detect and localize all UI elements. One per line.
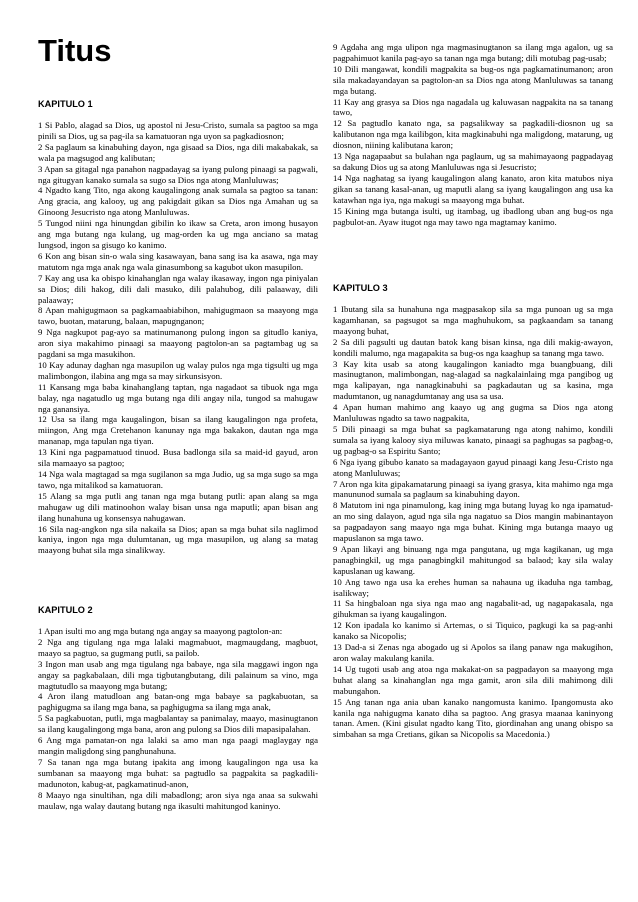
verse: 8 Apan mahigugmaon sa pagkamaabiabihon, mahigugmaon sa maayong mga tawo, buotan, matarung, balaan, mapugnganon; bbox=[38, 305, 318, 327]
verse: 2 Sa dili pagsulti ug dautan batok kang bisan kinsa, nga dili makig-awayon, kondili malumo, nga magapakita sa bug-os nga kaaghup sa tanang mga tawo. bbox=[333, 336, 613, 358]
verse: 4 Ngadto kang Tito, nga akong kaugalingong anak sumala sa pagtoo sa tanan: Ang gracia, ang kalooy, ug ang pakigdait gikan sa Dios nga Amahan ug sa Ginoong Jesucristo nga atong Manluluwas. bbox=[38, 185, 318, 218]
verse: 5 Dili pinaagi sa mga buhat sa pagkamatarung nga atong nahimo, kondili sumala sa iyang kalooy siya miluwas kanato, pinaagi sa paghugas sa pagbag-o, ug pagbag-o sa Espiritu Santo; bbox=[333, 423, 613, 456]
verse-list bbox=[333, 304, 613, 740]
verse: 14 Ug tugoti usab ang atoa nga makakat-on sa pagpadayon sa maayong mga buhat alang sa kinahanglan nga mga gamit, aron sila dili mahimong dili mabungahon. bbox=[333, 663, 613, 696]
verse: 6 Ang mga pamatan-on nga lalaki sa amo man nga paagi maglaygay nga mangin maligdong sing panghunahuna. bbox=[38, 735, 318, 756]
verse: 10 Ang tawo nga usa ka erehes human sa nahauna ug ikaduha nga tambag, isalikway; bbox=[333, 576, 613, 598]
verse: 6 Kon ang bisan sin-o wala sing kasawayan, bana sang isa ka asawa, nga may matutom nga mga anak nga wala ginasumbong sa kagubot ukon masupilon. bbox=[38, 250, 318, 272]
verse: 2 Nga ang tigulang nga mga lalaki magmabuot, magmaugdang, magbuot, maayo sa pagtuo, sa gugmang putli, sa pailob. bbox=[38, 636, 318, 658]
verse-list bbox=[38, 120, 318, 556]
verse: 4 Aron ilang matudloan ang batan-ong mga babaye sa pagkabuotan, sa paghigugma sa ilang mga bana, sa paghigugma sa ilang mga anak, bbox=[38, 691, 318, 713]
chapter-heading: KAPITULO 1 bbox=[38, 99, 93, 109]
verse: 15 Alang sa mga putli ang tanan nga mga butang putli: apan alang sa mga mahugaw ug dili matinoohon walay bisan unsa nga maputli; apan bisan ang ilang hunahuna ug konsensya nahugawan. bbox=[38, 490, 318, 523]
verse: 12 Sa pagtudlo kanato nga, sa pagsalikway sa pagkadili-diosnon ug sa kalibutanon nga mga kailibgon, kita magkinabuhi nga maligdong, matarung, ug diosnon, niining kalibutana karon; bbox=[333, 118, 613, 151]
verse: 10 Dili mangawat, kondili magpakita sa bug-os nga pagkamatinumanon; aron sila makadayandayan sa pagtolon-an sa Dios nga atong Manluluwas sa tanang mga butang. bbox=[333, 63, 613, 96]
verse: 3 Apan sa gitagal nga panahon nagpadayag sa iyang pulong pinaagi sa pagwali, nga gitugyan kanako sumala sa sugo sa Dios nga atong Manluluwas; bbox=[38, 163, 318, 185]
chapter-2 bbox=[38, 604, 318, 811]
verse: 15 Ang tanan nga ania uban kanako nangomusta kanimo. Ipangomusta ako kanila nga nahigugma kanato diha sa pagtoo. Ang grasya maanaa kaninyong tanan. Amen. (Kini gisulat ngadto kang Tito, giordinahan ang unang obispo sa simbahan sa mga Cretians, gikan sa Nicopolis sa Macedonia.) bbox=[333, 696, 613, 740]
verse: 1 Ibutang sila sa hunahuna nga magpasakop sila sa mga punoan ug sa mga kagamhanan, sa pagsugot sa mga maghuhukom, sa pagkaandam sa tanang maayong buhat, bbox=[333, 304, 613, 336]
book-title: Titus bbox=[38, 33, 112, 68]
verse-list bbox=[333, 42, 613, 227]
verse: 7 Aron nga kita gipakamatarung pinaagi sa iyang grasya, kita mahimo nga mga manununod sumala sa paglaum sa kinabuhing dayon. bbox=[333, 478, 613, 500]
verse-list bbox=[38, 626, 318, 811]
chapter-1 bbox=[38, 98, 318, 556]
verse: 12 Usa sa ilang mga kaugalingon, bisan sa ilang kaugalingon nga profeta, miingon, Ang mga Cretehanon kanunay nga mga bakakon, dautan nga mga mananap, mga tapulan nga tiyan. bbox=[38, 414, 318, 447]
verse: 1 Si Pablo, alagad sa Dios, ug apostol ni Jesu-Cristo, sumala sa pagtoo sa mga pinili sa Dios, ug sa pag-ila sa kamatuoran nga uyon sa pagkadiosnon; bbox=[38, 120, 318, 141]
chapter-heading: KAPITULO 2 bbox=[38, 605, 93, 615]
verse: 11 Kay ang grasya sa Dios nga nagadala ug kaluwasan nagpakita na sa tanang tawo, bbox=[333, 96, 613, 118]
chapter-3 bbox=[333, 282, 613, 740]
verse: 8 Maayo nga sinultihan, nga dili mabadlong; aron siya nga anaa sa sukwahi maulaw, nga walay dautang butang nga ikasulti mahitungod kaninyo. bbox=[38, 789, 318, 811]
verse: 16 Sila nag-angkon nga sila nakaila sa Dios; apan sa mga buhat sila naglimod kaniya, ingon nga mga dulumtanan, ug mga masupilon, ug alang sa matag maayong buhat sila mga sinalikway. bbox=[38, 523, 318, 556]
verse: 5 Tungod niini nga hinungdan gibilin ko ikaw sa Creta, aron imong husayon ang mga butang nga kulang, ug mag-orden ka ug mga anciano sa matag lungsod, ingon sa gisugo ko kanimo. bbox=[38, 218, 318, 250]
verse: 4 Apan human mahimo ang kaayo ug ang gugma sa Dios nga atong Manluluwas ngadto sa tawo nagpakita, bbox=[333, 402, 613, 424]
verse: 13 Dad-a si Zenas nga abogado ug si Apolos sa ilang panaw nga makugihon, aron walay makulang kanila. bbox=[333, 642, 613, 663]
verse: 12 Kon ipadala ko kanimo si Artemas, o si Tiquico, pagkugi ka sa pag-anhi kanako sa Nicopolis; bbox=[333, 620, 613, 642]
verse: 13 Kini nga pagpamatuod tinuod. Busa badlonga sila sa maid-id gayud, aron sila mamaayo sa pagtoo; bbox=[38, 447, 318, 469]
verse: 2 Sa paglaum sa kinabuhing dayon, nga gisaad sa Dios, nga dili makabakak, sa wala pa magsugod ang kalibutan; bbox=[38, 141, 318, 163]
verse: 11 Kansang mga baba kinahanglang taptan, nga nagadaot sa tibuok nga mga balay, nga nagatudlo ug mga butang nga dili angay nila, tungod sa mahugaw nga ganansiya. bbox=[38, 381, 318, 414]
verse: 7 Sa tanan nga mga butang ipakita ang imong kaugalingon nga usa ka sumbanan sa maayong mga buhat: sa pagtudlo sa pagpakita sa pagkadili-madunoton, kabug-at, pagkamatinud-anon, bbox=[38, 756, 318, 789]
chapter-heading: KAPITULO 3 bbox=[333, 283, 388, 293]
verse: 14 Nga wala magtagad sa mga sugilanon sa mga Judio, ug sa mga sugo sa mga tawo, nga mitalikod sa kamatuoran. bbox=[38, 469, 318, 490]
verse: 9 Agdaha ang mga ulipon nga magmasinugtanon sa ilang mga agalon, ug sa pagpahimuot kanila pag-ayo sa tanan nga mga butang; dili motubag pag-usab; bbox=[333, 42, 613, 63]
verse: 15 Kining mga butanga isulti, ug itambag, ug ibadlong uban ang bug-os nga pagbulot-an. Ayaw itugot nga may tawo nga magtamay kanimo. bbox=[333, 205, 613, 227]
verse: 6 Nga iyang gibubo kanato sa madagayaon gayud pinaagi kang Jesu-Cristo nga atong Manluluwas; bbox=[333, 456, 613, 478]
verse: 9 Apan likayi ang binuang nga mga pangutana, ug mga kagikanan, ug mga panagbingkil, ug mga panagbingkil mahitungod sa balaod; kay sila walay kapuslanan ug kawang. bbox=[333, 543, 613, 576]
verse: 11 Sa hingbaloan nga siya nga mao ang nagabalit-ad, ug nagapakasala, nga gihukman sa iyang kaugalingon. bbox=[333, 598, 613, 620]
verse: 14 Nga naghatag sa iyang kaugalingon alang kanato, aron kita matubos niya gikan sa tanang kasal-anan, ug maputli alang sa iyang kaugalingon ang usa ka katawhan nga iya, nga makugi sa maayong mga buhat. bbox=[333, 172, 613, 205]
verse: 3 Kay kita usab sa atong kaugalingon kaniadto mga buangbuang, dili masinugtanon, malimbongan, nag-alagad sa nagkalainlaing mga pangibog ug mga kalipayan, nga nanagkinabuhi sa pagkadautan ug sa kasina, mga madumtanon, ug nanagdumtanay ang usa sa usa. bbox=[333, 358, 613, 402]
verse: 5 Sa pagkabuotan, putli, mga magbalantay sa panimalay, maayo, masinugtanon sa ilang kaugalingong mga bana, aron ang pulong sa Dios dili mapasipalahan. bbox=[38, 713, 318, 735]
verse: 3 Ingon man usab ang mga tigulang nga babaye, nga sila maggawi ingon nga angay sa pagkabalaan, dili mga tigbutangbutang, dili palainum sa vino, mga magtutudlo sa maayong mga butang; bbox=[38, 658, 318, 691]
verse: 9 Nga nagkupot pag-ayo sa matinumanong pulong ingon sa gitudlo kaniya, aron siya makahimo pinaagi sa maayong pagtolon-an sa pagtambag ug sa pagdani sa mga masukihon. bbox=[38, 327, 318, 360]
verse: 8 Matutom ini nga pinamulong, kag ining mga butang luyag ko nga ipamatud-an mo sing dalayon, agud nga sila nga nagatuo sa Dios mangin mabinantayon sa pagpadayon sang maayo nga mga buhat. Kining mga butanga maayo ug mapuslanon sa mga tawo. bbox=[333, 500, 613, 544]
verse: 10 Kay adunay daghan nga masupilon ug walay pulos nga mga tigsulti ug mga malimbongon, ilabina ang mga sa may sirkunsisyon. bbox=[38, 359, 318, 381]
verse: 7 Kay ang usa ka obispo kinahanglan nga walay ikasaway, ingon nga piniyalan sa Dios; dili hakog, dili dali masuko, dili palahubog, dili palaaway, dili palaaway; bbox=[38, 272, 318, 305]
verse: 1 Apan isulti mo ang mga butang nga angay sa maayong pagtolon-an: bbox=[38, 626, 283, 636]
verse: 13 Nga nagapaabut sa bulahan nga paglaum, ug sa mahimayaong pagpadayag sa dakung Dios ug sa atong Manluluwas nga si Jesucristo; bbox=[333, 151, 613, 172]
chapter-2-continued bbox=[333, 42, 613, 227]
